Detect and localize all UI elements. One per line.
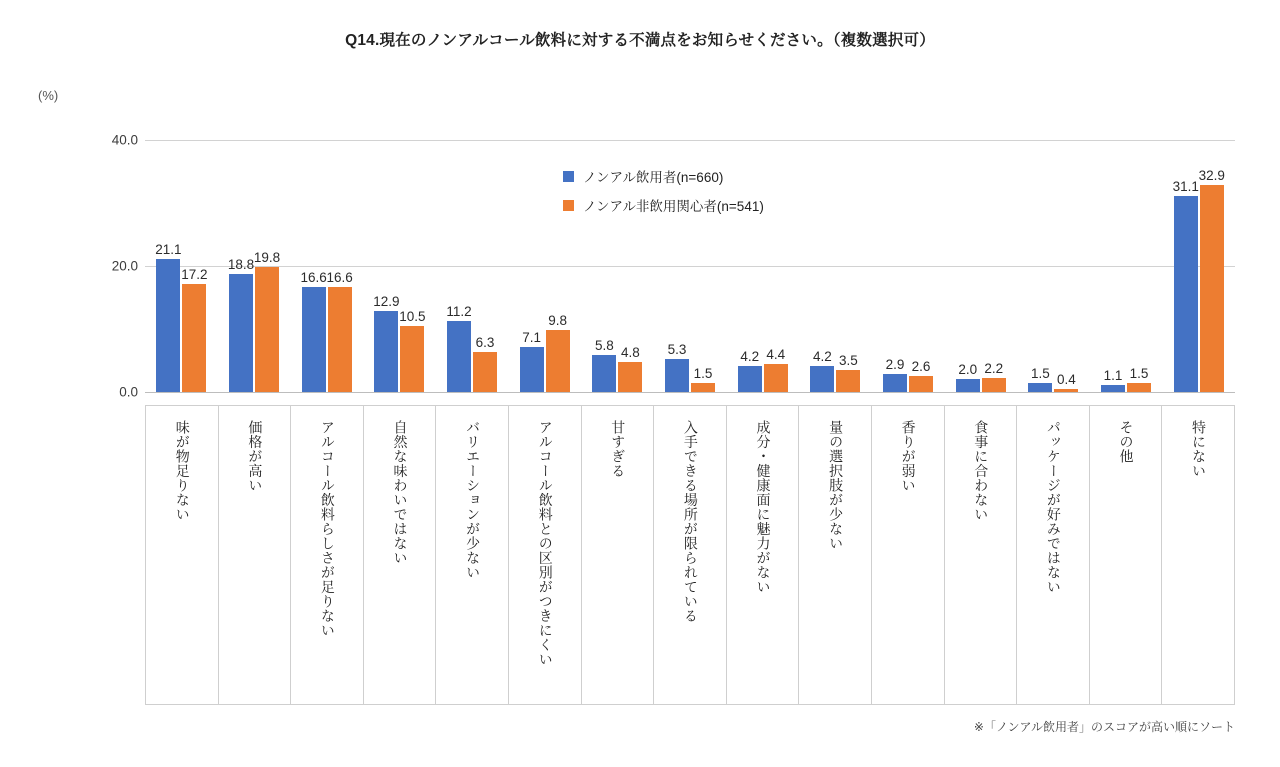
category-label: 特にない [1191, 420, 1208, 478]
legend-item-series1 [563, 166, 764, 186]
category-cell [945, 406, 1018, 704]
bar-series2 [764, 347, 788, 392]
page-title: Q14.現在のノンアルコール飲料に対する不満点をお知らせください。（複数選択可） [345, 32, 935, 49]
category-label: 自然な味わいではない [392, 420, 409, 565]
bar-value-label: 6.3 [475, 335, 495, 351]
legend-swatch-icon-series2 [563, 200, 574, 211]
bar-value-label: 2.6 [911, 358, 931, 374]
axis-unit-label: (%) [38, 88, 59, 103]
category-cell [1162, 406, 1234, 704]
legend-label-series1: ノンアル飲用者(n=660) [583, 170, 724, 185]
bar-series1 [738, 348, 762, 392]
bar-series1 [883, 356, 907, 392]
bar-value-label: 5.8 [594, 338, 614, 354]
bar-value-label: 4.8 [620, 344, 640, 360]
category-label: 量の選択肢が少ない [828, 420, 845, 551]
bar-value-label: 4.2 [812, 348, 832, 364]
legend-label-series2: ノンアル非飲用関心者(n=541) [583, 199, 764, 214]
bar-value-label: 1.5 [1031, 365, 1050, 381]
bar-series2 [181, 266, 208, 392]
bar-value-label: 2.0 [958, 362, 978, 378]
bar-group [218, 140, 291, 392]
bar-value-label: 1.5 [693, 365, 713, 381]
category-label: アルコール飲料との区別がつきにくい [537, 420, 554, 667]
category-cell [872, 406, 945, 704]
category-cell [654, 406, 727, 704]
bar-value-label: 19.8 [253, 250, 281, 266]
bar-group [436, 140, 509, 392]
bar-series2 [1198, 167, 1225, 392]
bar-series2 [546, 313, 570, 392]
category-label: アルコール飲料らしさが足りない [319, 420, 336, 638]
bar-series1 [665, 341, 689, 392]
bar-group [290, 140, 363, 392]
bar-value-label: 32.9 [1198, 167, 1225, 183]
category-label: 味が物足りない [174, 420, 191, 522]
category-label: 価格が高い [247, 420, 264, 493]
category-label: その他 [1118, 420, 1135, 464]
bar-series2 [618, 344, 642, 392]
bar-value-label: 4.2 [740, 348, 760, 364]
category-cell [436, 406, 509, 704]
bar-value-label: 1.1 [1103, 368, 1123, 384]
bar-group [363, 140, 436, 392]
bar-series2 [326, 270, 353, 392]
bar-series1 [1028, 365, 1052, 392]
bar-series2 [909, 358, 933, 392]
sort-note: ※「ノンアル飲用者」のスコアが高い順にソート [973, 720, 1235, 734]
bar-value-label: 11.2 [446, 304, 472, 320]
y-tick-0: 0.0 [119, 384, 138, 400]
bar-series2 [836, 352, 860, 392]
bar-value-label: 31.1 [1172, 179, 1199, 195]
category-label: 香りが弱い [900, 420, 917, 493]
bar-value-label: 17.2 [181, 266, 208, 282]
bar-series1 [810, 348, 834, 392]
y-axis-labels [88, 132, 138, 400]
bar-group [799, 140, 872, 392]
bar-value-label: 0.4 [1057, 372, 1076, 388]
bar-series1 [227, 256, 255, 392]
bar-value-label: 3.5 [838, 352, 858, 368]
bar-value-label: 9.8 [548, 313, 568, 329]
axis-baseline [145, 392, 1235, 393]
bar-series1 [373, 293, 400, 392]
category-cell [727, 406, 800, 704]
bar-series1 [1172, 179, 1199, 392]
bar-value-label: 12.9 [373, 293, 400, 309]
bar-series1 [155, 242, 182, 392]
bar-series2 [399, 308, 426, 392]
bar-group [872, 140, 945, 392]
category-cell [799, 406, 872, 704]
bar-series2 [691, 365, 715, 392]
bar-series1 [520, 330, 544, 392]
bar-value-label: 18.8 [227, 256, 255, 272]
bar-series1 [300, 270, 327, 392]
bar-value-label: 21.1 [155, 242, 182, 258]
bar-group [1017, 140, 1090, 392]
category-label: バリエーションが少ない [465, 420, 482, 580]
bar-series2 [473, 335, 497, 392]
category-cell [509, 406, 582, 704]
bar-series1 [1101, 368, 1125, 392]
category-cell [1017, 406, 1090, 704]
y-tick-20: 20.0 [111, 258, 138, 274]
category-label: 甘すぎる [610, 420, 627, 478]
bar-group [145, 140, 218, 392]
category-cell [291, 406, 364, 704]
bar-value-label: 16.6 [300, 270, 327, 286]
bar-series1 [592, 338, 616, 392]
bar-value-label: 10.5 [399, 308, 426, 324]
category-cell [219, 406, 292, 704]
bar-series2 [1127, 365, 1151, 392]
bar-value-label: 1.5 [1129, 365, 1149, 381]
bar-group [1090, 140, 1163, 392]
bar-value-label: 4.4 [766, 347, 786, 363]
bar-series2 [1054, 372, 1078, 392]
category-label: 食事に合わない [973, 420, 990, 522]
bar-series1 [446, 304, 472, 392]
bar-value-label: 2.9 [885, 356, 905, 372]
legend-item-series2 [563, 195, 764, 215]
y-tick-40: 40.0 [111, 132, 138, 148]
category-label: 入手できる場所が限られている [682, 420, 699, 623]
bar-series1 [956, 362, 980, 392]
legend-swatch-icon-series1 [563, 171, 574, 182]
category-cell [364, 406, 437, 704]
bar-value-label: 2.2 [984, 361, 1004, 377]
category-label: 成分・健康面に魅力がない [755, 420, 772, 594]
category-axis-table [145, 405, 1235, 705]
bar-value-label: 7.1 [522, 330, 542, 346]
legend [563, 166, 764, 224]
bar-value-label: 5.3 [667, 341, 687, 357]
category-cell [582, 406, 655, 704]
bar-group [1162, 140, 1235, 392]
category-cell [1090, 406, 1163, 704]
bar-value-label: 16.6 [326, 270, 353, 286]
bar-group [944, 140, 1017, 392]
bar-series2 [982, 361, 1006, 392]
category-label: パッケージが好みではない [1045, 420, 1062, 594]
bar-series2 [253, 250, 281, 392]
category-cell [146, 406, 219, 704]
